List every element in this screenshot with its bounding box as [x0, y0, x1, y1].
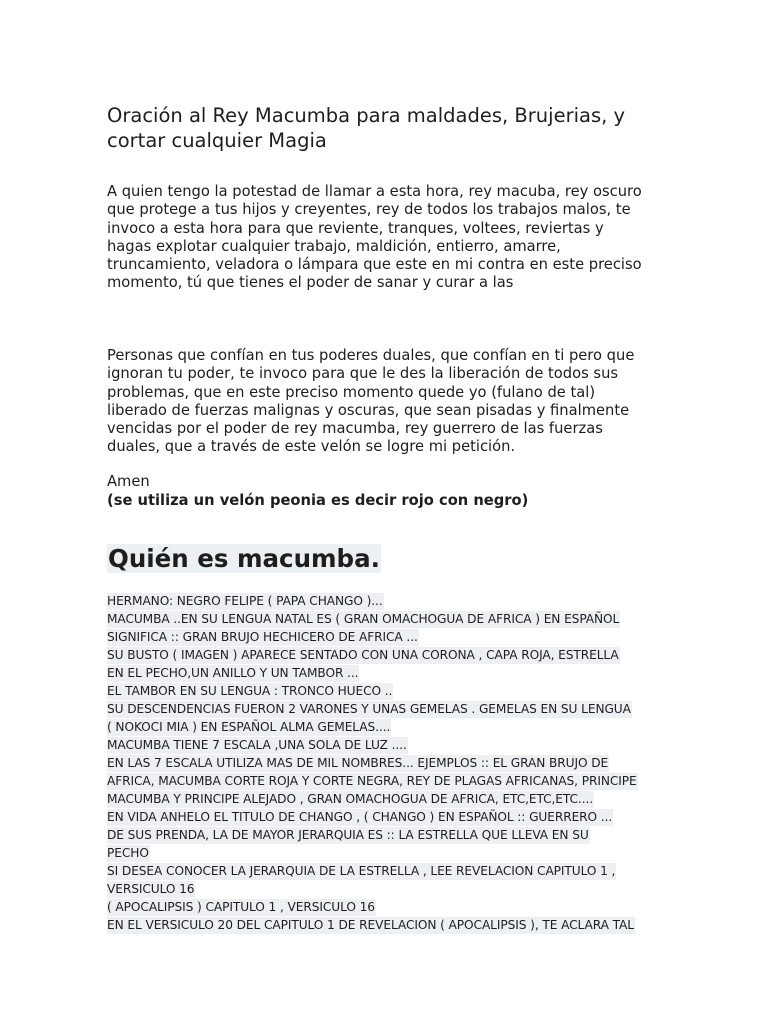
- section-heading-text: Quién es macumba.: [108, 544, 380, 573]
- text-line: que protege a tus hijos y creyentes, rey de todos los trabajos malos, te: [107, 201, 631, 219]
- list-item: [107, 682, 667, 700]
- text-line: invoco a esta hora para que reviente, tranques, voltees, reviertas y: [107, 219, 604, 237]
- text-line: problemas, que en este preciso momento quede yo (fulano de tal): [107, 383, 596, 401]
- line-text: SI DESEA CONOCER LA JERARQUIA DE LA ESTRELLA , LEE REVELACION CAPITULO 1 ,: [107, 864, 616, 878]
- line-text: MACUMBA ..EN SU LENGUA NATAL ES ( GRAN OMACHOGUA DE AFRICA ) EN ESPAÑOL: [107, 612, 620, 626]
- list-item: [107, 880, 667, 898]
- line-text: PECHO: [107, 846, 149, 860]
- text-line: duales, que a través de este velón se logre mi petición.: [107, 438, 516, 456]
- list-item: [107, 808, 667, 826]
- candle-note: (se utiliza un velón peonia es decir rojo con negro): [107, 492, 529, 509]
- line-text: VERSICULO 16: [107, 882, 195, 896]
- list-item: [107, 592, 667, 610]
- text-line: liberado de fuerzas malignas y oscuras, que sean pisadas y finalmente: [107, 401, 630, 419]
- text-line: truncamiento, veladora o lámpara que este en mi contra en este preciso: [107, 256, 642, 274]
- document-title: [107, 103, 667, 153]
- line-text: MACUMBA TIENE 7 ESCALA ,UNA SOLA DE LUZ ....: [107, 738, 407, 752]
- text-line: ignoran tu poder, te invoco para que le des la liberación de todos sus: [107, 365, 619, 383]
- line-text: SU DESCENDENCIAS FUERON 2 VARONES Y UNAS GEMELAS . GEMELAS EN SU LENGUA: [107, 702, 631, 716]
- list-item: [107, 610, 667, 628]
- list-item: [107, 736, 667, 754]
- list-item: [107, 700, 667, 718]
- list-item: [107, 826, 667, 844]
- amen-text: Amen: [107, 473, 150, 490]
- line-text: SIGNIFICA :: GRAN BRUJO HECHICERO DE AFRICA ...: [107, 630, 418, 644]
- list-item: [107, 754, 667, 772]
- text-line: A quien tengo la potestad de llamar a esta hora, rey macuba, rey oscuro: [107, 183, 642, 200]
- text-line: hagas explotar cualquier trabajo, maldición, entierro, amarre,: [107, 237, 561, 255]
- list-item: [107, 844, 667, 862]
- line-text: EN VIDA ANHELO EL TITULO DE CHANGO , ( CHANGO ) EN ESPAÑOL :: GUERRERO ...: [107, 810, 613, 824]
- line-text: MACUMBA Y PRINCIPE ALEJADO , GRAN OMACHOGUA DE AFRICA, ETC,ETC,ETC....: [107, 792, 594, 806]
- list-item: [107, 772, 667, 790]
- line-text: EL TAMBOR EN SU LENGUA : TRONCO HUECO ..: [107, 684, 393, 698]
- line-text: DE SUS PRENDA, LA DE MAYOR JERARQUIA ES :: LA ESTRELLA QUE LLEVA EN SU: [107, 828, 589, 842]
- title-line-1: Oración al Rey Macumba para maldades, Brujerias, y: [107, 104, 626, 127]
- title-line-2: cortar cualquier Magia: [107, 129, 327, 152]
- line-text: ( APOCALIPSIS ) CAPITULO 1 , VERSICULO 16: [107, 900, 375, 914]
- line-text: SU BUSTO ( IMAGEN ) APARECE SENTADO CON UNA CORONA , CAPA ROJA, ESTRELLA: [107, 648, 619, 662]
- line-text: ( NOKOCI MIA ) EN ESPAÑOL ALMA GEMELAS....: [107, 720, 391, 734]
- line-text: EN LAS 7 ESCALA UTILIZA MAS DE MIL NOMBRES... EJEMPLOS :: EL GRAN BRUJO DE: [107, 756, 609, 770]
- list-item: [107, 898, 667, 916]
- prayer-paragraph-2: [107, 347, 667, 457]
- line-text: EN EL VERSICULO 20 DEL CAPITULO 1 DE REVELACION ( APOCALIPSIS ), TE ACLARA TAL: [107, 918, 634, 932]
- line-text: AFRICA, MACUMBA CORTE ROJA Y CORTE NEGRA, REY DE PLAGAS AFRICANAS, PRINCIPE: [107, 774, 637, 788]
- list-item: [107, 916, 667, 934]
- text-line: Personas que confían en tus poderes duales, que confían en ti pero que: [107, 347, 635, 364]
- list-item: [107, 790, 667, 808]
- list-item: [107, 862, 667, 880]
- list-item: [107, 718, 667, 736]
- section-heading: [107, 542, 381, 576]
- line-text: HERMANO: NEGRO FELIPE ( PAPA CHANGO )...: [107, 594, 383, 608]
- list-item: [107, 628, 667, 646]
- prayer-paragraph-1: [107, 183, 667, 293]
- line-text: EN EL PECHO,UN ANILLO Y UN TAMBOR ...: [107, 666, 359, 680]
- text-line: vencidas por el poder de rey macumba, rey guerrero de las fuerzas: [107, 420, 603, 438]
- highlighted-lines: [107, 592, 667, 934]
- text-line: momento, tú que tienes el poder de sanar y curar a las: [107, 274, 514, 292]
- list-item: [107, 664, 667, 682]
- list-item: [107, 646, 667, 664]
